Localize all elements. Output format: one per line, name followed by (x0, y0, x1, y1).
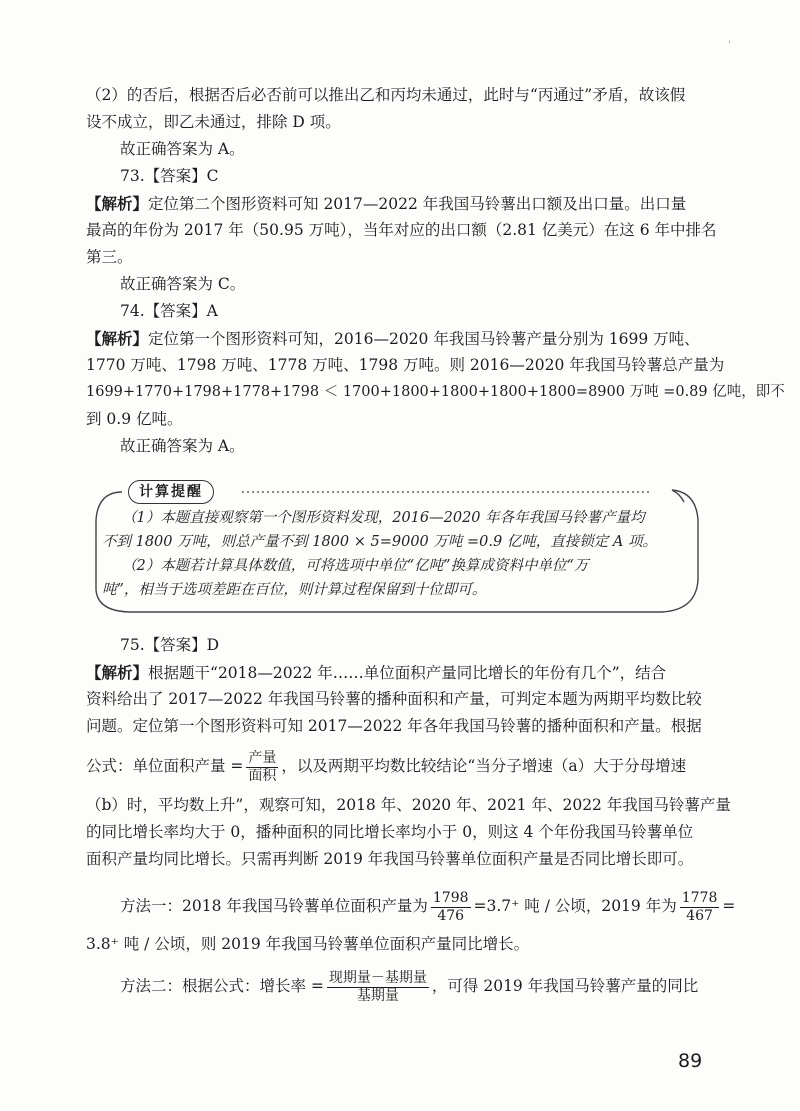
fraction-2019 (680, 890, 720, 925)
analysis-73-line (86, 190, 710, 218)
fraction-denominator: 面积 (248, 767, 277, 784)
tip-line: （1）本题直接观察第一个图形资料发现，2016—2020 年各年我国马铃薯产量均 (122, 510, 645, 526)
tip-title-badge: 计算提醒 (128, 480, 214, 504)
fraction-numerator: 1798 (432, 889, 469, 906)
analysis-text: 定位第二个图形资料可知 2017—2022 年我国马铃薯出口额及出口量。出口量 (148, 195, 687, 213)
paragraph-line: 设不成立，即乙未通过，排除 D 项。 (86, 113, 341, 131)
analysis-75-line: 资料给出了 2017—2022 年我国马铃薯的播种面积和产量，可判定本题为两期平均数比较 (86, 690, 702, 708)
method-one-line (120, 886, 736, 926)
fraction-denominator: 467 (686, 907, 713, 924)
analysis-74-line (86, 325, 710, 353)
analysis-75-line (86, 659, 710, 687)
conclusion-line: 故正确答案为 A。 (120, 437, 245, 455)
analysis-text: 根据题干“2018—2022 年……单位面积产量同比增长的年份有几个”，结合 (148, 664, 667, 682)
fraction-denominator: 476 (437, 907, 465, 924)
fraction-2018 (431, 890, 471, 925)
conclusion-line: 故正确答案为 A。 (120, 140, 245, 158)
fraction-yield (246, 750, 278, 785)
analysis-75-line: （b）时，平均数上升”，观察可知，2018 年、2020 年、2021 年、2022 年我国马铃薯产量 (86, 796, 731, 814)
formula-line (86, 746, 710, 786)
analysis-75-line: 的同比增长率均大于 0，播种面积的同比增长率均小于 0，则这 4 个年份我国马铃薯单位 (86, 823, 694, 841)
fraction-growth-rate (327, 970, 429, 1005)
fraction-numerator: 1778 (681, 889, 718, 906)
calculation-tip-box (92, 480, 702, 616)
analysis-tag: 【解析】 (86, 663, 149, 682)
method-text: 方法二：根据公式：增长率 = (120, 977, 324, 995)
analysis-text: 定位第一个图形资料可知，2016—2020 年我国马铃薯产量分别为 1699 万吨、 (148, 330, 700, 348)
corner-tick: ' (728, 40, 731, 51)
method-text: = (722, 897, 736, 915)
analysis-75-line: 面积产量均同比增长。只需再判断 2019 年我国马铃薯单位面积产量是否同比增长即可。 (86, 850, 694, 868)
analysis-74-line: 1699+1770+1798+1778+1798 ＜ 1700+1800+1800+1800+1800=8900 万吨 =0.89 亿吨，即不 (86, 384, 785, 400)
answer-74-label: 74.【答案】A (120, 302, 218, 320)
tip-line: 不到 1800 万吨，则总产量不到 1800 × 5=9000 万吨 =0.9 亿吨，直接锁定 A 项。 (102, 534, 657, 550)
fraction-numerator: 现期量－基期量 (328, 969, 427, 986)
method-one-line: 3.8⁺ 吨 / 公顷，则 2019 年我国马铃薯单位面积产量同比增长。 (86, 935, 530, 953)
tip-line: 吨”，相当于选项差距在百位，则计算过程保留到十位即可。 (102, 582, 487, 598)
formula-text: ，以及两期平均数比较结论“当分子增速（a）大于分母增速 (281, 757, 687, 775)
analysis-73-line: 第三。 (86, 248, 133, 266)
fraction-numerator: 产量 (248, 749, 277, 766)
analysis-74-line: 到 0.9 亿吨。 (86, 410, 183, 428)
analysis-74-line: 1770 万吨、1798 万吨、1778 万吨、1798 万吨。则 2016—2020 年我国马铃薯总产量为 (86, 356, 725, 374)
tip-line: （2）本题若计算具体数值，可将选项中单位“亿吨”换算成资料中单位“万 (122, 558, 589, 574)
answer-75-label: 75.【答案】D (120, 636, 220, 654)
formula-text: 公式：单位面积产量 = (86, 757, 244, 775)
analysis-75-line: 问题。定位第一个图形资料可知 2017—2022 年各年我国马铃薯的播种面积和产量。根据 (86, 717, 702, 735)
conclusion-line: 故正确答案为 C。 (120, 275, 246, 293)
method-two-line (120, 966, 710, 1006)
analysis-tag: 【解析】 (86, 194, 149, 213)
paragraph-line: （2）的否后，根据否后必否前可以推出乙和丙均未通过，此时与“丙通过”矛盾，故该假 (86, 86, 686, 104)
analysis-73-line: 最高的年份为 2017 年（50.95 万吨），当年对应的出口额（2.81 亿美元）在这 6 年中排名 (86, 221, 717, 239)
answer-73-label: 73.【答案】C (120, 167, 219, 185)
analysis-tag: 【解析】 (86, 329, 149, 348)
fraction-denominator: 基期量 (356, 987, 399, 1004)
method-text: ，可得 2019 年我国马铃薯产量的同比 (431, 977, 699, 995)
method-text: =3.7⁺ 吨 / 公顷，2019 年为 (473, 897, 677, 915)
page-number: 89 (678, 1050, 703, 1072)
method-text: 方法一：2018 年我国马铃薯单位面积产量为 (120, 897, 428, 915)
